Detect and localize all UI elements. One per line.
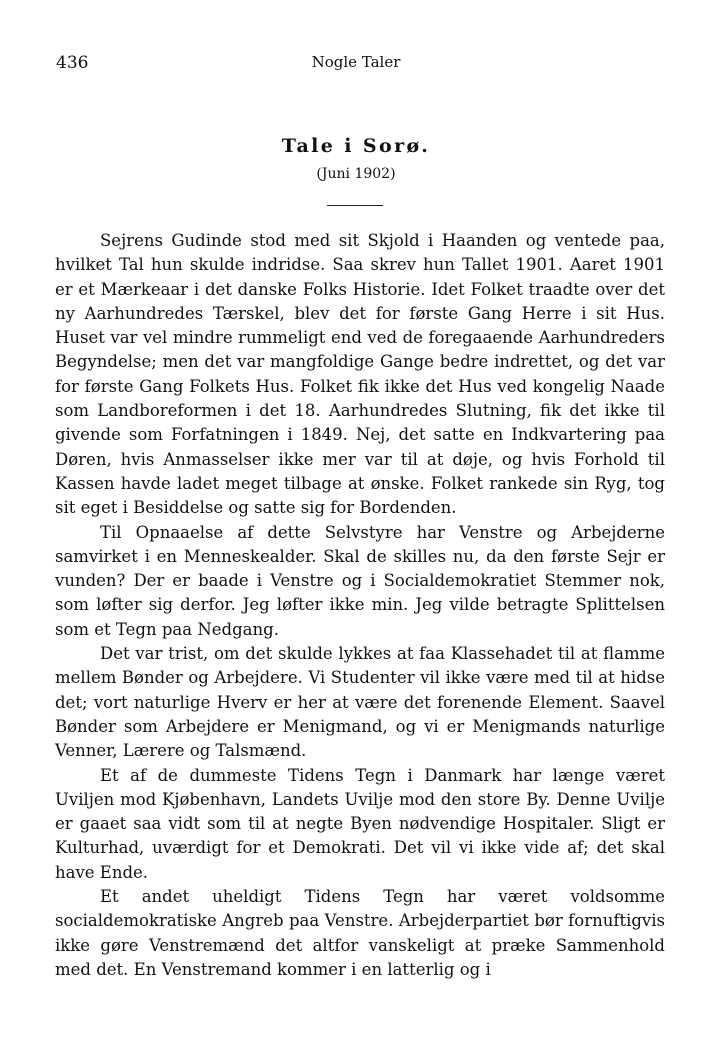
paragraph: Et af de dummeste Tidens Tegn i Danmark har længe været Uviljen mod Kjøbenhavn, Landets Uvilje mod den store By. Denne Uvilje er gaaet saa vidt som til at negte Byen nødvendige Hospitaler. Sligt er Kulturhad, uværdigt for et Demokrati. Det vil vi ikke vide af; det skal have Ende. [55, 765, 665, 882]
paragraph: Et andet uheldigt Tidens Tegn har været voldsomme socialdemokratiske Angreb paa Venstre. Arbejderpartiet bør fornuftigvis ikke gøre Venstremænd det altfor vanskeligt at præke Sammenhold med det. En Venstremand kommer i en latterlig og i [55, 887, 665, 979]
paragraph: Sejrens Gudinde stod med sit Skjold i Haanden og ventede paa, hvilket Tal hun skulde indridse. Saa skrev hun Tallet 1901. Aaret 1901 er et Mærkeaar i det danske Folks Historie. Idet Folket traadte over det ny Aarhundredes Tærskel, blev det for første Gang Herre i sit Hus. Huset var vel mindre rummeligt end ved de foregaaende Aarhundreders Begyndelse; men det var mangfoldige Gange bedre indrettet, og det var for første Gang Folkets Hus. Folket fik ikke det Hus ved kongelig Naade som Landboreformen i det 18. Aarhundredes Slutning, fik det ikke til givende som Forfatningen i 1849. Nej, det satte en Indkvartering paa Døren, hvis Anmasselser ikke mer var til at døje, og hvis Forhold til Kassen havde ladet meget tilbage at ønske. Folket rankede sin Ryg, tog sit eget i Besiddelse og satte sig for Bordenden. [55, 231, 665, 518]
body-text [55, 229, 665, 982]
paragraph: Til Opnaaelse af dette Selvstyre har Venstre og Arbejderne samvirket i en Menneskealder. Skal de skilles nu, da den første Sejr er vunden? Der er baade i Venstre og i Socialdemokratiet Stemmer nok, som løfter sig derfor. Jeg løfter ikke min. Jeg vilde betragte Splittelsen som et Tegn paa Nedgang. [55, 522, 665, 639]
running-head: Nogle Taler [311, 53, 401, 71]
speech-date: (Juni 1902) [316, 166, 396, 182]
title-divider [327, 205, 383, 206]
speech-title: Tale i Sorø. [281, 135, 431, 157]
page-number: 436 [56, 53, 89, 73]
paragraph: Det var trist, om det skulde lykkes at faa Klassehadet til at flamme mellem Bønder og Arbejdere. Vi Studenter vil ikke være med til at hidse det; vort naturlige Hverv er her at være det forenende Element. Saavel Bønder som Arbejdere er Menigmand, og vi er Menigmands naturlige Venner, Lærere og Talsmænd. [55, 644, 665, 761]
